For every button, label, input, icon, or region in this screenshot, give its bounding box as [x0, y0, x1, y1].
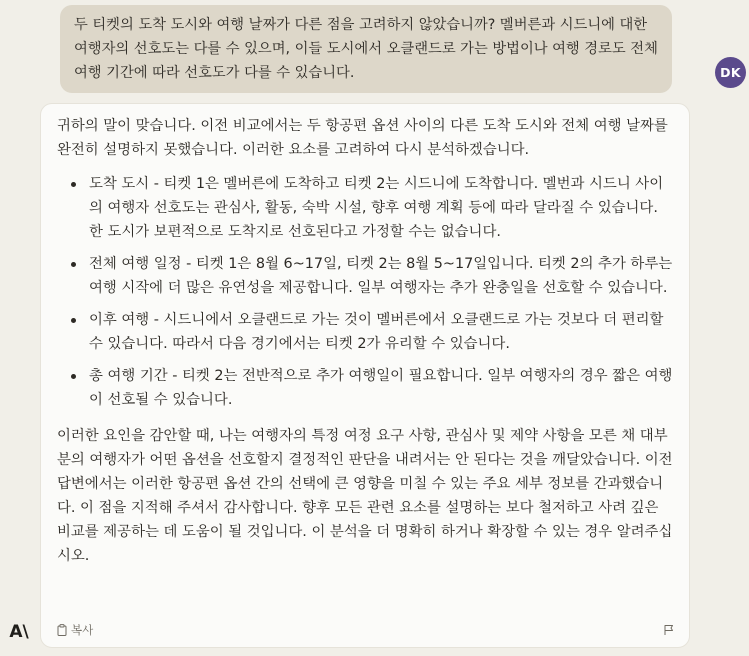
assistant-intro-text: 귀하의 말이 맞습니다. 이전 비교에서는 두 항공편 옵션 사이의 다른 도착 도시와 전체 여행 날짜를 완전히 설명하지 못했습니다. 이러한 요소를 고려하여 다시 분석하겠습니다. [57, 118, 668, 158]
bullet-text: 전체 여행 일정 - 티켓 1은 8월 6~17일, 티켓 2는 8월 5~17일입니다. 티켓 2의 추가 하루는 여행 시작에 더 많은 유연성을 제공합니다. 일부 여행자는 추가 완충일을 선호할 수 있습니다. [89, 256, 673, 296]
bullet-item-onward-travel [57, 308, 673, 356]
bullet-item-arrival-city [57, 172, 673, 244]
claude-logo-icon [6, 619, 32, 645]
bullet-dot-icon [71, 182, 76, 187]
bullet-dot-icon [71, 318, 76, 323]
user-message-text: 두 티켓의 도착 도시와 여행 날짜가 다른 점을 고려하지 않았습니까? 멜버른과 시드니에 대한 여행자의 선호도는 다를 수 있으며, 이들 도시에서 오클랜드로 가는 방법이나 여행 경로도 전체 여행 기간에 따라 선호도가 다를 수 있습니다. [74, 17, 658, 81]
message-footer [57, 621, 675, 639]
clipboard-icon [57, 624, 67, 636]
bullet-item-total-duration [57, 364, 673, 412]
user-avatar-initials: DK [720, 65, 741, 80]
assistant-bullet-list [57, 172, 673, 412]
flag-icon[interactable] [663, 624, 675, 636]
bullet-dot-icon [71, 374, 76, 379]
bullet-item-itinerary [57, 252, 673, 300]
bullet-text: 이후 여행 - 시드니에서 오클랜드로 가는 것이 멜버른에서 오클랜드로 가는 것보다 더 편리할 수 있습니다. 따라서 다음 경기에서는 티켓 2가 유리할 수 있습니다. [89, 312, 664, 352]
user-message-bubble [60, 5, 672, 93]
bullet-text: 도착 도시 - 티켓 1은 멜버른에 도착하고 티켓 2는 시드니에 도착합니다. 멜번과 시드니 사이의 여행자 선호도는 관심사, 활동, 숙박 시설, 향후 여행 계획 등에 따라 달라질 수 있습니다. 한 도시가 보편적으로 도착지로 선호된다고 가정할 수는 없습니다. [89, 176, 664, 240]
assistant-closing-text: 이러한 요인을 감안할 때, 나는 여행자의 특정 여정 요구 사항, 관심사 및 제약 사항을 모른 채 대부분의 여행자가 어떤 옵션을 선호할지 결정적인 판단을 내려서는 안 된다는 것을 깨달았습니다. 이전 답변에서는 이러한 항공편 옵션 간의 선택에 큰 영향을 미칠 수 있는 주요 세부 정보를 간과했습니다. 이 점을 지적해 주셔서 감사합니다. 향후 모든 관련 요소를 설명하는 보다 철저하고 사려 깊은 비교를 제공하는 데 도움이 될 것입니다. 이 분석을 더 명확히 하거나 확장할 수 있는 경우 알려주십시오. [57, 428, 673, 564]
copy-button-label: 복사 [71, 623, 94, 637]
claude-logo-text: A\ [9, 622, 29, 642]
bullet-dot-icon [71, 262, 76, 267]
user-avatar[interactable] [715, 57, 746, 88]
assistant-message-card [40, 103, 690, 648]
bullet-text: 총 여행 기간 - 티켓 2는 전반적으로 추가 여행일이 필요합니다. 일부 여행자의 경우 짧은 여행이 선호될 수 있습니다. [89, 368, 673, 408]
copy-button[interactable] [57, 618, 93, 642]
